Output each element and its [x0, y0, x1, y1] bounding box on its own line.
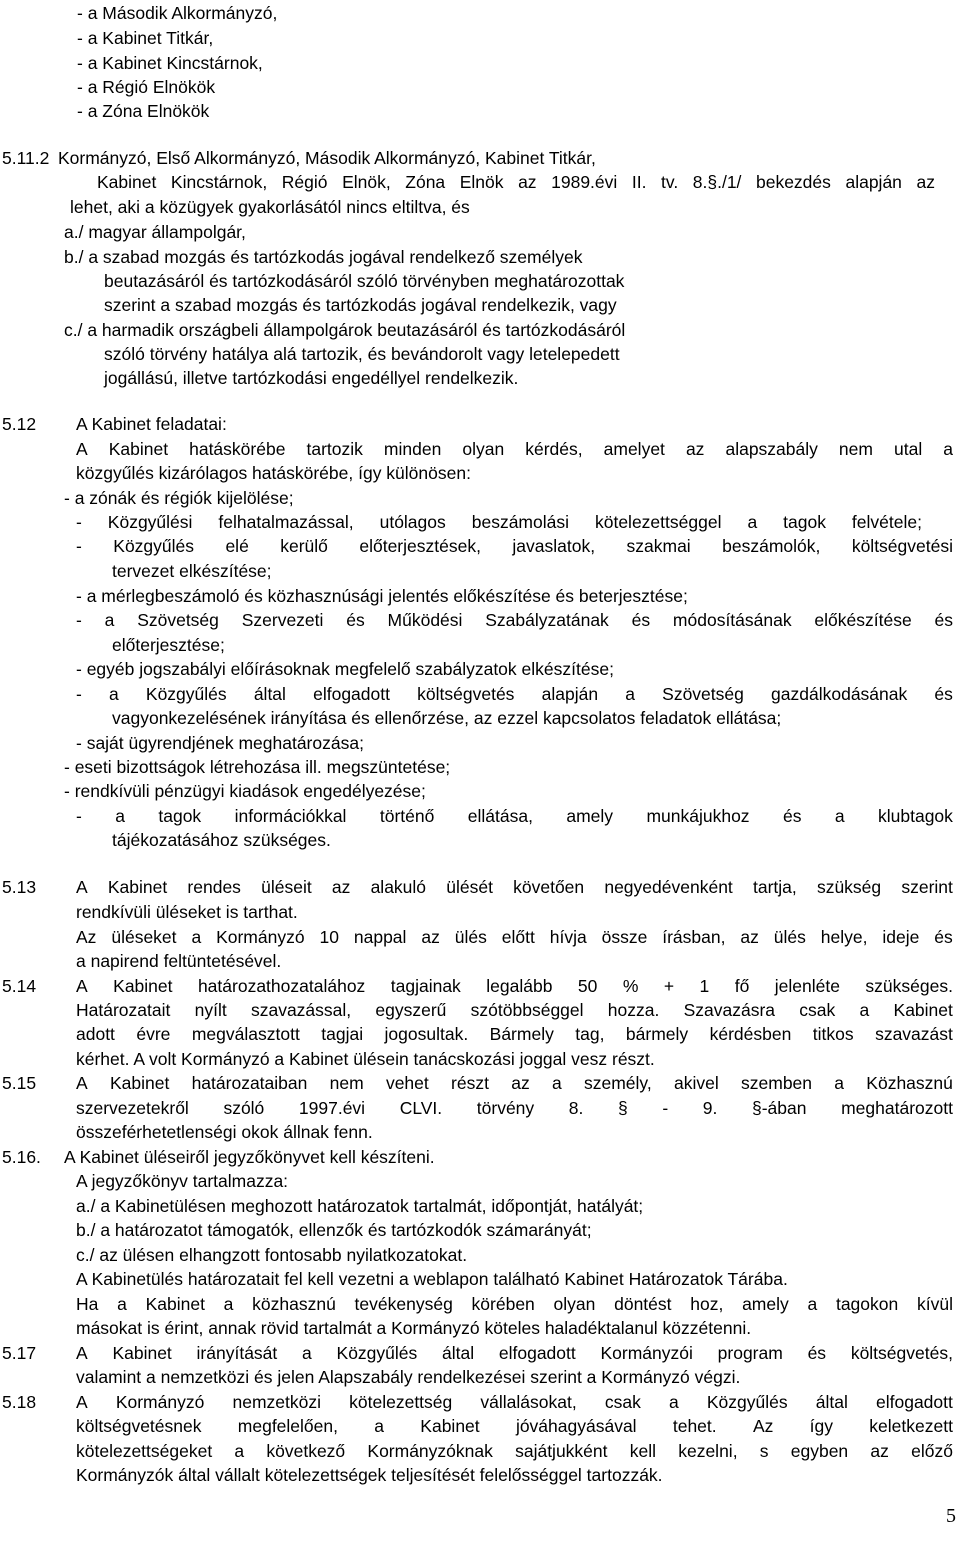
list-item: - Közgyűlési felhatalmazással, utólagos beszámolási kötelezettséggel a tagok felvétele;	[76, 512, 922, 532]
list-item: - a Szövetség Szervezeti és Működési Szabályzatának és módosításának előkészítése és	[76, 610, 953, 630]
text-line: a napirend feltüntetésével.	[76, 951, 282, 971]
text-line: jogállású, illetve tartózkodási engedéllyel rendelkezik.	[104, 368, 519, 388]
list-item: - saját ügyrendjének meghatározása;	[76, 733, 364, 753]
text-line: másokat is érint, annak rövid tartalmát a Kormányzó köteles haladéktalanul közzétenni.	[76, 1318, 752, 1338]
text-line: b./ a szabad mozgás és tartózkodás jogával rendelkező személyek	[64, 247, 583, 267]
text-line: kérhet. A volt Kormányzó a Kabinet ülésein tanácskozási joggal vesz részt.	[76, 1049, 655, 1069]
list-item: vagyonkezelésének irányítása és ellenőrzése, az ezzel kapcsolatos feladatok ellátása;	[112, 708, 782, 728]
list-item: - a zónák és régiók kijelölése;	[64, 488, 294, 508]
text-line: A Kabinet rendes üléseit az alakuló ülését követően negyedévenként tartja, szükség szerint	[76, 877, 953, 897]
text-line: összeférhetetlenségi okok állnak fenn.	[76, 1122, 373, 1142]
text-line: A Kabinet irányítását a Közgyűlés által elfogadott Kormányzói program és költségvetés,	[76, 1343, 953, 1363]
text-line: c./ az ülésen elhangzott fontosabb nyilatkozatokat.	[76, 1245, 468, 1265]
list-item: - a tagok információkkal történő ellátása, amely munkájukhoz és a klubtagok	[76, 806, 953, 826]
text-line: Az üléseket a Kormányzó 10 nappal az ülés előtt hívja össze írásban, az ülés helye, ideje és	[76, 927, 953, 947]
text-line: szerint a szabad mozgás és tartózkodás jogával rendelkezik, vagy	[104, 295, 617, 315]
text-line: Kormányzók által vállalt kötelezettségek teljesítését felelősséggel tartozzák.	[76, 1465, 663, 1485]
list-item: - a Kabinet Kincstárnok,	[77, 53, 263, 73]
text-line: Kormányzó, Első Alkormányzó, Második Alkormányzó, Kabinet Titkár,	[58, 148, 596, 168]
text-line: A Kabinet üléseiről jegyzőkönyvet kell készíteni.	[64, 1147, 435, 1167]
list-item: - a Zóna Elnökök	[77, 101, 210, 121]
section-number: 5.13	[2, 877, 37, 897]
text-line: a./ a Kabinetülésen meghozott határozatok tartalmát, időpontját, hatályát;	[76, 1196, 644, 1216]
text-line: c./ a harmadik országbeli állampolgárok beutazásáról és tartózkodásáról	[64, 320, 626, 340]
text-line: szóló törvény hatálya alá tartozik, és bevándorolt vagy letelepedett	[104, 344, 620, 364]
list-item: - eseti bizottságok létrehozása ill. megszüntetése;	[64, 757, 451, 777]
list-item: tervezet elkészítése;	[112, 561, 272, 581]
text-line: kötelezettségeket a következő Kormányzóknak sajátjukként kell kezelni, s egyben az előző	[76, 1441, 953, 1461]
section-number: 5.12	[2, 414, 37, 434]
text-line: költségvetésnek megfelelően, a Kabinet jóváhagyásával tehet. Az így keletkezett	[76, 1416, 953, 1436]
text-line: Kabinet Kincstárnok, Régió Elnök, Zóna Elnök az 1989.évi II. tv. 8.§./1/ bekezdés alapján az	[97, 172, 935, 192]
list-item: - Közgyűlés elé kerülő előterjesztések, javaslatok, szakmai beszámolók, költségvetési	[76, 536, 953, 556]
text-line: A jegyzőkönyv tartalmazza:	[76, 1171, 289, 1191]
section-number: 5.17	[2, 1343, 37, 1363]
text-line: közgyűlés kizárólagos hatáskörébe, így különösen:	[76, 463, 471, 483]
list-item: - a Közgyűlés által elfogadott költségvetés alapján a Szövetség gazdálkodásának és	[76, 684, 953, 704]
list-item: tájékozatásához szükséges.	[112, 830, 331, 850]
list-item: - a Második Alkormányzó,	[77, 3, 278, 23]
list-item: - a Kabinet Titkár,	[77, 28, 214, 48]
list-item: - rendkívüli pénzügyi kiadások engedélyezése;	[64, 781, 426, 801]
text-line: lehet, aki a közügyek gyakorlásától nincs eltiltva, és	[70, 197, 470, 217]
list-item: - a Régió Elnökök	[77, 77, 216, 97]
text-line: Ha a Kabinet a közhasznú tevékenység körében olyan döntést hoz, amely a tagokon kívül	[76, 1294, 953, 1314]
text-line: rendkívüli üléseket is tarthat.	[76, 902, 298, 922]
text-line: A Kabinetülés határozatait fel kell vezetni a weblapon található Kabinet Határozatok Tárába.	[76, 1269, 788, 1289]
section-number: 5.16.	[2, 1147, 41, 1167]
text-line: b./ a határozatot támogatók, ellenzők és tartózkodók számarányát;	[76, 1220, 592, 1240]
section-number: 5.14	[2, 976, 37, 996]
text-line: A Kabinet határozataiban nem vehet részt az a személy, akivel szemben a Közhasznú	[76, 1073, 953, 1093]
section-number: 5.11.2	[2, 148, 50, 168]
text-line: beutazásáról és tartózkodásáról szóló törvényben meghatározottak	[104, 271, 625, 291]
text-line: Határozatait nyílt szavazással, egyszerű szótöbbséggel hozza. Szavazásra csak a Kabinet	[76, 1000, 953, 1020]
list-item: - egyéb jogszabályi előírásoknak megfelelő szabályzatok elkészítése;	[76, 659, 614, 679]
section-heading: A Kabinet feladatai:	[76, 414, 227, 434]
section-number: 5.18	[2, 1392, 37, 1412]
text-line: A Kabinet hatáskörébe tartozik minden olyan kérdés, amelyet az alapszabály nem utal a	[76, 439, 953, 459]
text-line: adott évre megválasztott tagjai jogosultak. Bármely tag, bármely kérdésben titkos szavazást	[76, 1024, 953, 1044]
section-number: 5.15	[2, 1073, 37, 1093]
page-number: 5	[946, 1505, 956, 1527]
text-line: szervezetekről szóló 1997.évi CLVI. törvény 8. § - 9. §-ában meghatározott	[76, 1098, 953, 1118]
list-item: előterjesztése;	[112, 635, 225, 655]
text-line: A Kormányzó nemzetközi kötelezettség vállalásokat, csak a Közgyűlés által elfogadott	[76, 1392, 953, 1412]
text-line: a./ magyar állampolgár,	[64, 222, 246, 242]
list-item: - a mérlegbeszámoló és közhasznúsági jelentés előkészítése és beterjesztése;	[76, 586, 688, 606]
text-line: A Kabinet határozathozatalához tagjainak legalább 50 % + 1 fő jelenléte szükséges.	[76, 976, 953, 996]
text-line: valamint a nemzetközi és jelen Alapszabály rendelkezései szerint a Kormányzó végzi.	[76, 1367, 741, 1387]
